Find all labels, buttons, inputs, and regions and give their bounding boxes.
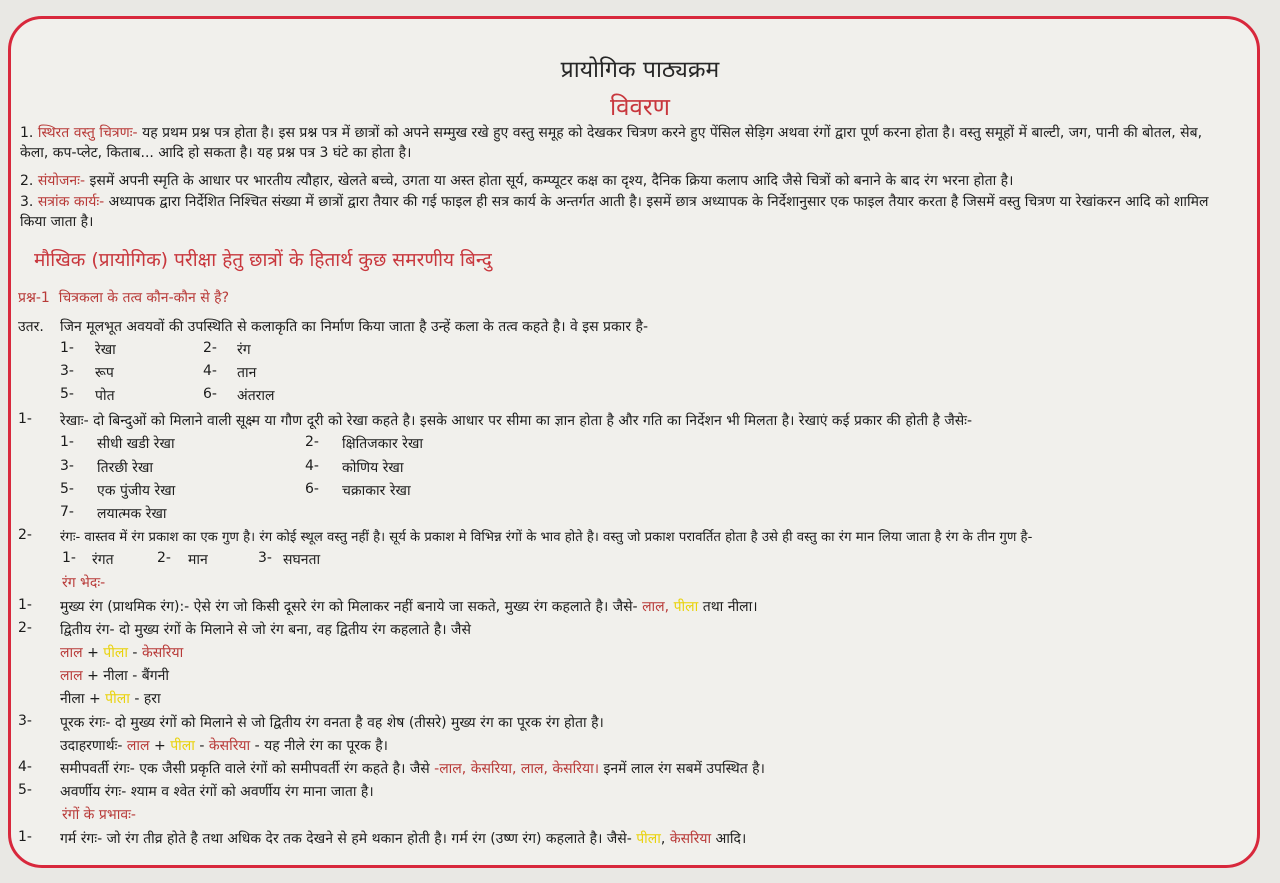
- samipvarti-line: [60, 759, 765, 778]
- rekha-text: रेखाः- दो बिन्दुओं को मिलाने वाली सूक्ष्म या गौण दूरी को रेखा कहते है। इसके आधार पर सीमा का ज्ञान होता है और गति का निर्देशन भी मिलता है। रेखाएं कई प्रकार की होती है जैसेः-: [60, 413, 973, 429]
- mix-result: हरा: [143, 691, 161, 707]
- item-num: 2-: [18, 620, 32, 636]
- samipvarti-text: समीपवर्ती रंगः- एक जैसी प्रकृति वाले रंगों को समीपवर्ती रंग कहते है। जैसे: [60, 761, 430, 777]
- list-item: कोणिय रेखा: [342, 460, 404, 476]
- rang-text: रंगः- वास्तव में रंग प्रकाश का एक गुण है। रंग कोई स्थूल वस्तु नहीं है। सूर्य के प्रकाश मे विभिन्न रंगों के भाव होते है। वस्तु जो प्रकाश परावर्तित होता है उसे ही वस्तु का रंग मान लिया जाता है रंग के तीन गुण है-: [60, 530, 1033, 545]
- list-item: रंग: [237, 342, 251, 358]
- list-item: एक पुंजीय रेखा: [97, 483, 176, 499]
- item-num: 4-: [18, 759, 32, 775]
- mix-color-b: पीला: [105, 691, 130, 707]
- mix-plus: +: [154, 738, 166, 754]
- mix-dash: -: [199, 738, 205, 754]
- page-title: प्रायोगिक पाठ्यक्रम: [560, 57, 720, 83]
- mix-color-a: लाल: [60, 645, 83, 661]
- answer-text: जिन मूलभूत अवयवों की उपस्थिति से कलाकृति का निर्माण किया जाता है उन्हें कला के तत्व कहते है। वे इस प्रकार है-: [60, 319, 649, 335]
- garm-end: आदि।: [715, 831, 747, 847]
- list-item-num: 3-: [258, 550, 272, 566]
- list-item-num: 1-: [60, 434, 74, 450]
- question-text: चित्रकला के तत्व कौन-कौन से है?: [58, 290, 230, 306]
- mix-result: केसरिया: [141, 645, 184, 661]
- item-num: 5-: [18, 782, 32, 798]
- samipvarti-end: इनमें लाल रंग सबमें उपस्थित है।: [603, 761, 765, 777]
- list-item-num: 1-: [60, 340, 74, 356]
- color-word-yellow: पीला: [636, 831, 661, 847]
- section-heading: मौखिक (प्रायोगिक) परीक्षा हेतु छात्रों के हितार्थ कुछ समरणीय बिन्दु: [34, 249, 492, 271]
- list-item-num: 2-: [203, 340, 217, 356]
- color-word-yellow: पीला: [673, 599, 699, 615]
- dvitiya-text: द्वितीय रंग- दो मुख्य रंगों के मिलाने से जो रंग बना, वह द्वितीय रंग कहलाते है। जैसे: [60, 622, 471, 638]
- mix-line-2: [60, 666, 169, 685]
- mix-result: केसरिया: [208, 738, 251, 754]
- mix-dash: -: [134, 691, 140, 707]
- item-num: 1-: [18, 411, 32, 427]
- udaharan-label: उदाहरणार्थः-: [60, 738, 123, 754]
- list-item: तान: [237, 365, 257, 381]
- list-item: क्षितिजकार रेखा: [342, 436, 424, 452]
- item-num: 2-: [18, 527, 32, 543]
- list-item-num: 6-: [305, 481, 319, 497]
- mix-color-b: पीला: [103, 645, 128, 661]
- answer-label: उतर.: [18, 319, 44, 335]
- mix-plus: +: [87, 668, 99, 684]
- intro-text: यह प्रथम प्रश्न पत्र होता है। इस प्रश्न पत्र में छात्रों को अपने सम्मुख रखे हुए वस्तु समूह को देखकर चित्रण करने हुए पेंसिल सेड़िग अथवा रंगों द्वारा पूर्ण करना होता है। वस्तु समूहों में बाल्टी, जग, पानी की बोतल, सेब, केला, कप-प्लेट, किताब... आदि हो सकता है। यह प्रश्न पत्र 3 घंटे का होता है।: [20, 125, 1203, 161]
- list-item: अंतराल: [237, 388, 275, 404]
- mix-color-a: लाल: [60, 668, 83, 684]
- mix-dash: -: [132, 668, 138, 684]
- samipvarti-colors: -लाल, केसरिया, लाल, केसरिया।: [434, 761, 600, 777]
- list-item-num: 5-: [60, 386, 74, 402]
- list-item-num: 4-: [203, 363, 217, 379]
- purak-text: पूरक रंगः- दो मुख्य रंगों को मिलाने से जो द्वितीय रंग वनता है वह शेष (तीसरे) मुख्य रंग का पूरक रंग होता है।: [60, 715, 604, 731]
- mix-color-a: नीला: [60, 691, 85, 707]
- list-item: लयात्मक रेखा: [97, 506, 167, 522]
- avarniya-text: अवर्णीय रंगः- श्याम व श्वेत रंगों को अवर्णीय रंग माना जाता है।: [60, 784, 374, 800]
- intro-num: 2.: [20, 173, 34, 189]
- color-word-red: लाल,: [642, 599, 670, 615]
- question-label: प्रश्न-1: [18, 290, 50, 306]
- list-item-num: 1-: [62, 550, 76, 566]
- intro-num: 3.: [20, 194, 34, 210]
- mix-result: बैंगनी: [141, 668, 170, 684]
- intro-label: सत्रांक कार्यः-: [37, 194, 105, 210]
- prabhav-heading: रंगों के प्रभावः-: [62, 807, 136, 823]
- separator: ,: [660, 831, 666, 847]
- mukhya-text: मुख्य रंग (प्राथमिक रंग):- ऐसे रंग जो किसी दूसरे रंग को मिलाकर नहीं बनाये जा सकते, मुख्य रंग कहलाते है। जैसे-: [60, 599, 638, 615]
- garm-text: गर्म रंगः- जो रंग तीव्र होते है तथा अधिक देर तक देखने से हमे थकान होती है। गर्म रंग (उष्ण रंग) कहलाते है। जैसे-: [60, 831, 632, 847]
- mix-color-b: पीला: [170, 738, 195, 754]
- mukhya-line: [60, 597, 758, 616]
- mix-plus: +: [87, 645, 99, 661]
- item-num: 1-: [18, 597, 32, 613]
- udaharan-post: - यह नीले रंग का पूरक है।: [254, 738, 388, 754]
- list-item-num: 6-: [203, 386, 217, 402]
- intro-num: 1.: [20, 125, 34, 141]
- list-item-num: 4-: [305, 458, 319, 474]
- udaharan-line: [60, 736, 388, 755]
- list-item: तिरछी रेखा: [97, 460, 154, 476]
- mix-dash: -: [132, 645, 138, 661]
- list-item: मान: [188, 552, 208, 568]
- mix-line-1: [60, 643, 183, 662]
- color-word-red: केसरिया: [669, 831, 712, 847]
- list-item-num: 2-: [305, 434, 319, 450]
- list-item: पोत: [95, 388, 115, 404]
- list-item-num: 5-: [60, 481, 74, 497]
- item-num: 1-: [18, 829, 32, 845]
- list-item-num: 3-: [60, 458, 74, 474]
- rang-bhed-heading: रंग भेदः-: [62, 575, 106, 591]
- mukhya-end: तथा नीला।: [702, 599, 758, 615]
- list-item: रूप: [95, 365, 114, 381]
- intro-text: इसमें अपनी स्मृति के आधार पर भारतीय त्यौहार, खेलते बच्चे, उगता या अस्त होता सूर्य, कम्प्यूटर कक्ष का दृश्य, दैनिक क्रिया कलाप आदि जैसे चित्रों को बनाने के बाद रंग भरना होता है।: [85, 173, 1014, 189]
- mix-color-b: नीला: [103, 668, 128, 684]
- intro-item-1: [20, 123, 1225, 163]
- mix-line-3: [60, 689, 161, 708]
- question-1: [18, 288, 229, 307]
- list-item: सघनता: [283, 552, 321, 568]
- list-item: रंगत: [92, 552, 114, 568]
- list-item: चक्राकार रेखा: [342, 483, 411, 499]
- intro-text: अध्यापक द्वारा निर्देशित निश्चित संख्या में छात्रों द्वारा तैयार की गई फाइल ही सत्र कार्य के अन्तर्गत आती है। इसमें छात्र अध्यापक के निर्देशानुसार एक फाइल तैयार करता है जिसमें वस्तु चित्रण या रेखांकरन आदि को शामिल किया जाता है।: [20, 194, 1209, 230]
- page-subtitle: विवरण: [609, 93, 671, 121]
- intro-label: संयोजनः-: [37, 173, 86, 189]
- list-item: रेखा: [95, 342, 116, 358]
- intro-label: स्थिरत वस्तु चित्रणः-: [37, 125, 138, 141]
- list-item-num: 7-: [60, 504, 74, 520]
- garm-line: [60, 829, 746, 848]
- intro-item-3: [20, 192, 1225, 232]
- list-item-num: 3-: [60, 363, 74, 379]
- list-item: सीधी खडी रेखा: [97, 436, 175, 452]
- item-num: 3-: [18, 713, 32, 729]
- intro-item-2: [20, 171, 1225, 191]
- list-item-num: 2-: [157, 550, 171, 566]
- mix-plus: +: [88, 691, 101, 707]
- mix-color-a: लाल: [126, 738, 150, 754]
